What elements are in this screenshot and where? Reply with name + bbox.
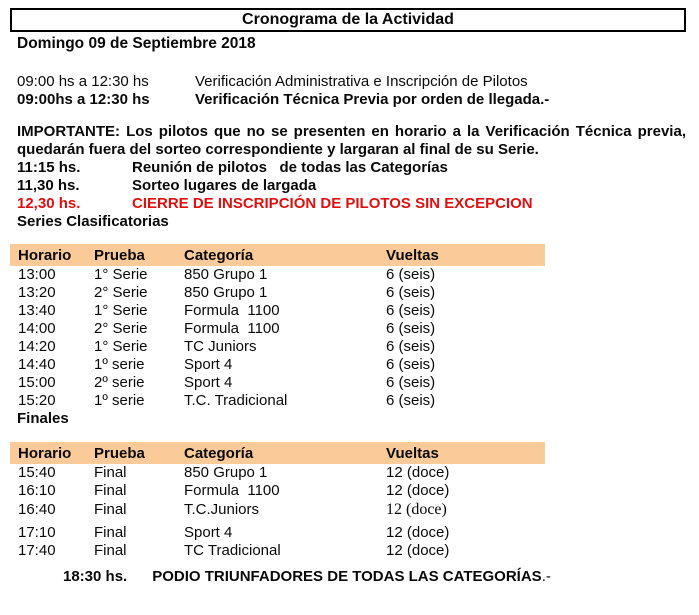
podium-line [63, 568, 686, 586]
table-row [10, 392, 555, 410]
cell-prueba: 2° Serie [94, 320, 148, 337]
table-row [10, 542, 555, 560]
table-row [10, 524, 555, 542]
cell-categoria: T.C.Juniors [184, 501, 260, 518]
cell-categoria: Formula 1100 [184, 320, 280, 337]
table-row [10, 302, 555, 320]
cell-vueltas: 6 (seis) [386, 392, 436, 409]
cell-horario: 15:40 [18, 464, 56, 481]
table-row [10, 500, 555, 520]
column-header-horario: Horario [18, 444, 72, 462]
cell-vueltas: 6 (seis) [386, 320, 436, 337]
cell-categoria: T.C. Tradicional [184, 392, 288, 409]
schedule-line-closure-alert [17, 195, 686, 213]
document-title: Cronograma de la Actividad [10, 8, 686, 32]
pre-race-schedule [17, 159, 686, 213]
verification-line [17, 91, 686, 109]
cell-vueltas: 6 (seis) [386, 284, 436, 301]
column-header-categoria: Categoría [184, 246, 254, 264]
cell-vueltas: 12 (doce) [386, 524, 450, 541]
cell-horario: 15:00 [18, 374, 56, 391]
column-header-categoria: Categoría [184, 444, 254, 462]
important-note: IMPORTANTE: Los pilotos que no se presenten en horario a la Verificación Técnica previa, quedarán fuera del sorteo correspondiente y largaran al final de su Serie. [17, 123, 686, 158]
cell-categoria: TC Juniors [184, 338, 257, 355]
cell-horario: 13:00 [18, 266, 56, 283]
cell-categoria: Sport 4 [184, 374, 233, 391]
finales-heading: Finales [17, 410, 69, 427]
verification-desc: Verificación Administrativa e Inscripción de Pilotos [195, 73, 528, 90]
schedule-desc: Sorteo lugares de largada [132, 177, 317, 194]
event-date: Domingo 09 de Septiembre 2018 [17, 35, 256, 52]
verification-line [17, 73, 686, 91]
schedule-desc: Reunión de pilotos de todas las Categorías [132, 159, 448, 176]
cell-vueltas: 6 (seis) [386, 338, 436, 355]
cell-prueba: 1° Serie [94, 338, 148, 355]
cell-prueba: 1° Serie [94, 266, 148, 283]
cell-vueltas: 6 (seis) [386, 302, 436, 319]
podium-time: 18:30 hs. [63, 568, 128, 585]
cell-categoria: Sport 4 [184, 356, 233, 373]
table-row [10, 284, 555, 302]
series-table [10, 244, 545, 410]
cell-vueltas: 12 (doce) [386, 482, 450, 499]
cell-categoria: Formula 1100 [184, 302, 280, 319]
cell-horario: 17:10 [18, 524, 56, 541]
finales-table-header [10, 442, 545, 464]
cell-categoria: 850 Grupo 1 [184, 464, 268, 481]
schedule-time: 11,30 hs. [17, 177, 80, 194]
column-header-vueltas: Vueltas [386, 246, 439, 264]
verification-time: 09:00 hs a 12:30 hs [17, 73, 149, 90]
cell-prueba: 1º serie [94, 392, 145, 409]
podium-text-suffix: .- [541, 568, 551, 585]
cell-prueba: 1º serie [94, 356, 145, 373]
table-row [10, 464, 555, 482]
cell-vueltas: 12 (doce) [386, 464, 450, 481]
table-row [10, 374, 555, 392]
cell-vueltas: 6 (seis) [386, 356, 436, 373]
cell-horario: 13:20 [18, 284, 56, 301]
cell-vueltas: 6 (seis) [386, 266, 436, 283]
cell-horario: 16:40 [18, 501, 56, 518]
schedule-line [17, 177, 686, 195]
cell-prueba: 1° Serie [94, 302, 148, 319]
cell-prueba: 2° Serie [94, 284, 148, 301]
cell-vueltas: 6 (seis) [386, 374, 436, 391]
cell-categoria: 850 Grupo 1 [184, 284, 268, 301]
cell-prueba: 2º serie [94, 374, 145, 391]
schedule-line [17, 159, 686, 177]
cell-horario: 15:20 [18, 392, 56, 409]
column-header-prueba: Prueba [94, 246, 145, 264]
table-row [10, 482, 555, 500]
cell-horario: 13:40 [18, 302, 56, 319]
podium-text [152, 568, 551, 586]
cell-horario: 16:10 [18, 482, 56, 499]
verification-desc: Verificación Técnica Previa por orden de llegada.- [195, 91, 550, 108]
finales-table [10, 442, 545, 560]
cell-vueltas: 12 (doce) [386, 542, 450, 559]
series-table-header [10, 244, 545, 266]
cell-prueba: Final [94, 482, 127, 499]
table-row [10, 338, 555, 356]
table-row [10, 356, 555, 374]
column-header-vueltas: Vueltas [386, 444, 439, 462]
cell-prueba: Final [94, 464, 127, 481]
cell-vueltas: 12 (doce) [386, 501, 447, 518]
verification-block [17, 73, 686, 109]
cell-prueba: Final [94, 524, 127, 541]
cell-horario: 14:40 [18, 356, 56, 373]
series-heading: Series Clasificatorias [17, 213, 169, 230]
schedule-desc: CIERRE DE INSCRIPCIÓN DE PILOTOS SIN EXCEPCION [132, 195, 533, 212]
cell-categoria: TC Tradicional [184, 542, 281, 559]
cell-horario: 14:20 [18, 338, 56, 355]
schedule-time: 11:15 hs. [17, 159, 81, 176]
schedule-time: 12,30 hs. [17, 195, 81, 212]
cell-prueba: Final [94, 542, 127, 559]
cell-categoria: Formula 1100 [184, 482, 280, 499]
column-header-horario: Horario [18, 246, 72, 264]
column-header-prueba: Prueba [94, 444, 145, 462]
table-row [10, 320, 555, 338]
podium-text-main: PODIO TRIUNFADORES DE TODAS LAS CATEGORÍAS [152, 568, 542, 585]
table-row [10, 266, 555, 284]
cell-horario: 17:40 [18, 542, 56, 559]
cell-horario: 14:00 [18, 320, 56, 337]
verification-time: 09:00hs a 12:30 hs [17, 91, 150, 108]
cell-prueba: Final [94, 501, 127, 518]
cell-categoria: 850 Grupo 1 [184, 266, 268, 283]
cell-categoria: Sport 4 [184, 524, 233, 541]
